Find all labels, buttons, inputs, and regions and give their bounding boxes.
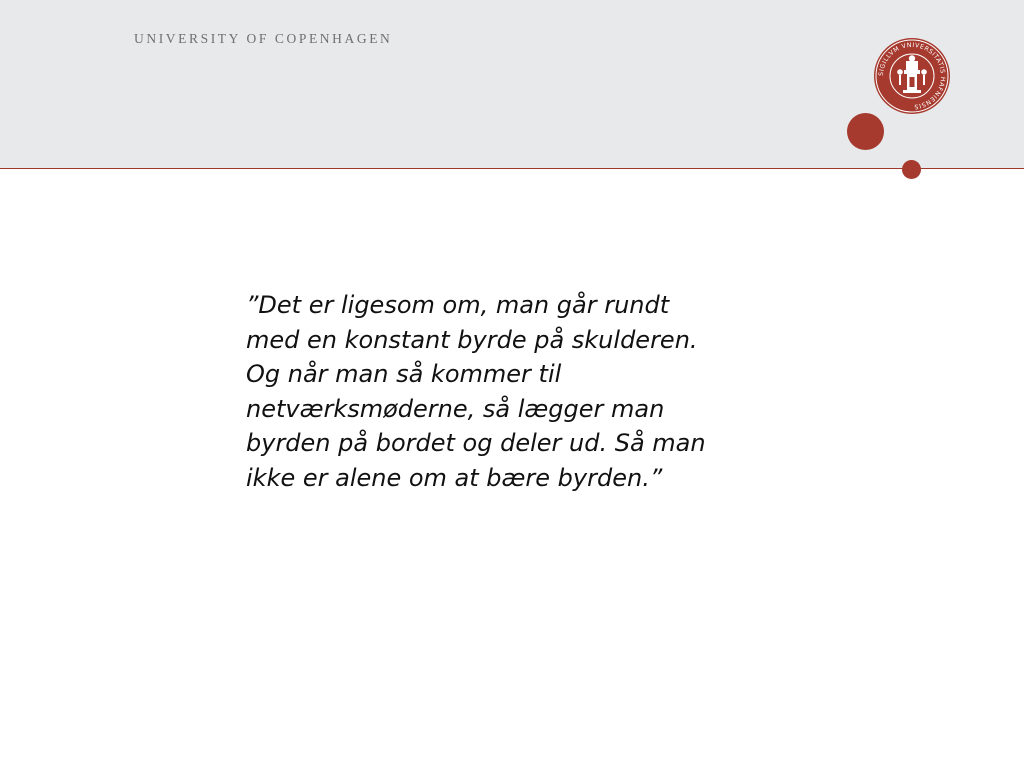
quote-line: byrden på bordet og deler ud. Så man: [246, 429, 706, 457]
header-divider: [0, 168, 1024, 169]
quote-line: ikke er alene om at bære byrden.”: [246, 463, 663, 492]
quote-line: netværksmøderne, så lægger man: [246, 394, 665, 423]
quote-line: ”Det er ligesom om, man går rundt: [246, 291, 670, 319]
quote-line: Og når man så kommer til: [246, 360, 562, 388]
decorative-dot-small: [902, 160, 921, 179]
quote-text: [246, 288, 826, 495]
university-seal-icon: [873, 37, 951, 115]
seal-text: SIGILLVM VNIVERSITATIS HAFNIENSIS: [877, 41, 947, 110]
decorative-dot-large: [847, 113, 884, 150]
quote-line: med en konstant byrde på skulderen.: [246, 325, 698, 354]
university-name: UNIVERSITY OF COPENHAGEN: [134, 31, 393, 46]
